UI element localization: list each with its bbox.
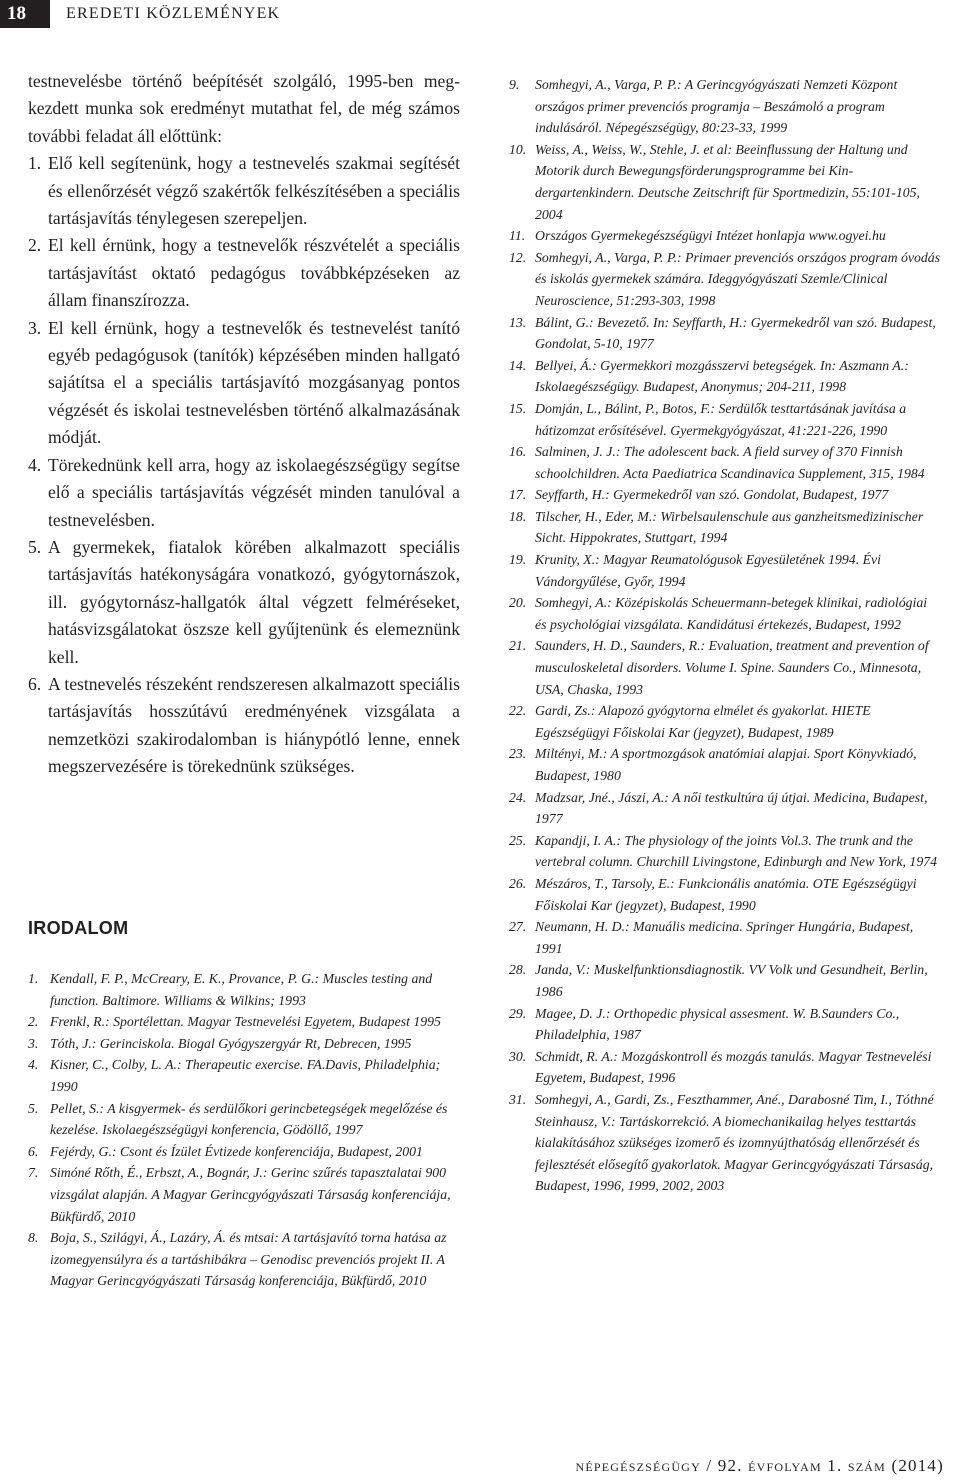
- reference-text: Weiss, A., Weiss, W., Stehle, J. et al: Beeinflussung der Haltung und Motorik durch Bewegungsförderungsprogramme bei Kindergartenkindern. Deutsche Zeitschrift für Sportmedizin, 55:101-105, 2004: [535, 141, 920, 222]
- running-head: EREDETI KÖZLEMÉNYEK: [66, 5, 281, 22]
- reference-number: 15.: [509, 400, 527, 416]
- body-list-text: El kell érnünk, hogy a testnevelők részvételét a speciális tartásjavítást oktató pedagógus továbbképzéseken az állam finanszírozza.: [48, 235, 460, 311]
- reference-item: [28, 1227, 460, 1292]
- references-list-right: [509, 74, 942, 1197]
- reference-item: [509, 484, 942, 506]
- reference-item: [509, 916, 942, 959]
- reference-item: [28, 1033, 460, 1055]
- reference-number: 10.: [509, 141, 527, 157]
- reference-item: [509, 312, 942, 355]
- body-list-text: Törekednünk kell arra, hogy az iskolaegészségügy segítse elő a speciális tartásjavítás végzését minden tanulóval a testnevelésben.: [48, 454, 460, 530]
- reference-number: 14.: [509, 357, 527, 373]
- left-column: [28, 68, 460, 1289]
- reference-item: [509, 506, 942, 549]
- reference-number: 31.: [509, 1091, 527, 1107]
- reference-text: Tóth, J.: Gerinciskola. Biogal Gyógyszergyár Rt, Debrecen, 1995: [50, 1035, 412, 1051]
- reference-number: 22.: [509, 703, 527, 719]
- reference-item: [509, 549, 942, 592]
- reference-text: Magee, D. J.: Orthopedic physical assesment. W. B.Saunders Co., Philadelphia, 1987: [535, 1005, 900, 1043]
- reference-number: 23.: [509, 746, 527, 762]
- reference-text: Krunity, X.: Magyar Reumatológusok Egyesületének 1994. Évi Vándorgyűlése, Győr, 1994: [535, 552, 881, 589]
- reference-text: Fejérdy, G.: Csont és Ízület Évtizede konferenciája, Budapest, 2001: [50, 1143, 423, 1159]
- reference-item: [509, 592, 942, 635]
- body-list-text: Elő kell segítenünk, hogy a testnevelés szakmai segítését és ellenőrzését végző szakértők felkészítésében a speciális tartásjavítás ténylegesen szerepeljen.: [48, 153, 460, 229]
- reference-text: Pellet, S.: A kisgyermek- és serdülőkori gerincbetegségek megelőzése és kezelése. Iskolaegészségügyi konferencia, Gödöllő, 1997: [50, 1100, 448, 1138]
- reference-number: 29.: [509, 1005, 527, 1021]
- reference-number: 17.: [509, 487, 527, 503]
- reference-item: [509, 873, 942, 916]
- page-header: [0, 0, 960, 28]
- reference-item: [509, 225, 942, 247]
- reference-number: 21.: [509, 638, 527, 654]
- reference-number: 28.: [509, 962, 527, 978]
- reference-item: [509, 635, 942, 700]
- reference-number: 4.: [28, 1057, 39, 1073]
- body-list-text: El kell érnünk, hogy a testnevelők és testnevelést tanító egyéb pedagógusok (tanítók) képzésében minden hallgató sajátítsa el a speciális tartásjavító mozgásanyag pontos végzését és iskolai testnevelésben történő alkalmazásának módját.: [48, 317, 460, 448]
- reference-text: Tilscher, H., Eder, M.: Wirbelsaulenschule aus ganzheitsmedizinischer Sicht. Hippokrates, Stuttgart, 1994: [535, 508, 924, 546]
- reference-number: 9.: [509, 77, 520, 92]
- reference-text: Schmidt, R. A.: Mozgáskontroll és mozgás tanulás. Magyar Testnevelési Egyetem, Budapest, 1996: [535, 1048, 932, 1086]
- reference-item: [509, 1003, 942, 1046]
- body-list-item: [28, 232, 460, 314]
- reference-text: Somhegyi, A., Varga, P. P.: A Gerincgyógyászati Nemzeti Központ országos primer prevenciós programja – Beszámoló a program indulásáról. Népegészségügy, 80:23-33, 1999: [535, 77, 898, 136]
- reference-item: [509, 959, 942, 1002]
- reference-item: [509, 139, 942, 225]
- body-intro: testnevelésbe történő beépítését szolgáló, 1995-ben megkezdett munka sok eredményt mutathat fel, de még számos további feladat áll előttünk:: [28, 71, 460, 146]
- reference-number: 12.: [509, 249, 527, 265]
- reference-item: [509, 830, 942, 873]
- reference-text: Seyffarth, H.: Gyermekedről van szó. Gondolat, Budapest, 1977: [535, 487, 889, 503]
- reference-number: 7.: [28, 1165, 39, 1181]
- reference-number: 19.: [509, 552, 527, 568]
- body-list-text: A gyermekek, fiatalok körében alkalmazott speciális tartásjavítás hatékonyságára vonatkozó, gyógytornászok, ill. gyógytornász-hallgatók által végzett felméréseket, hatásvizsgálatokat öszsze kell gyűjtenünk és elemeznünk kell.: [48, 536, 460, 667]
- reference-text: Somhegyi, A.: Középiskolás Scheuermann-betegek klinikai, radiológiai és psychológiai vizsgálata. Kandidátusi értekezés, Budapest, 1992: [535, 595, 928, 632]
- reference-text: Bellyei, Á.: Gyermekkori mozgásszervi betegségek. In: Aszmann A.: Iskolaegészségügy. Budapest, Anonymus; 204-211, 1998: [535, 357, 909, 395]
- body-list-item: [28, 671, 460, 781]
- reference-text: Neumann, H. D.: Manuális medicina. Springer Hungária, Budapest, 1991: [535, 919, 914, 956]
- reference-item: [28, 1011, 460, 1033]
- reference-text: Mészáros, T., Tarsoly, E.: Funkcionális anatómia. OTE Egészségügyi Főiskolai Kar (jegyzet), Budapest, 1990: [535, 875, 917, 913]
- reference-item: [509, 247, 942, 312]
- reference-text: Domján, L., Bálint, P., Botos, F.: Serdülők testtartásának javítása a hátizomzat erősítésével. Gyermekgyógyászat, 41:221-226, 1990: [535, 400, 907, 438]
- reference-item: [509, 700, 942, 743]
- reference-item: [509, 74, 942, 139]
- reference-number: 6.: [28, 1143, 39, 1159]
- reference-text: Kisner, C., Colby, L. A.: Therapeutic exercise. FA.Davis, Philadelphia; 1990: [50, 1057, 441, 1094]
- reference-number: 18.: [509, 508, 527, 524]
- reference-item: [509, 787, 942, 830]
- reference-text: Boja, S., Szilágyi, Á., Lazáry, Á. és mtsai: A tartásjavító torna hatása az izomegyensúlyra és a tartáshibákra – Genodisc prevenciós projekt II. A Magyar Gerincgyógyászati Társaság konferenciája, Bükfürdő, 2010: [50, 1230, 447, 1289]
- reference-item: [509, 441, 942, 484]
- reference-number: 2.: [28, 1014, 39, 1030]
- reference-number: 13.: [509, 314, 527, 330]
- page-number: 18: [0, 0, 50, 28]
- reference-text: Simóné Rőth, É., Erbszt, A., Bognár, J.: Gerinc szűrés tapasztalatai 900 vizsgálat alapján. A Magyar Gerincgyógyászati Társaság konferenciája, Bükfürdő, 2010: [50, 1165, 451, 1224]
- reference-item: [509, 398, 942, 441]
- reference-text: Kendall, F. P., McCreary, E. K., Provance, P. G.: Muscles testing and function. Baltimore. Williams & Wilkins; 1993: [50, 971, 433, 1008]
- reference-text: Somhegyi, A., Varga, P. P.: Primaer prevenciós országos program óvodás és iskolás gyermekek számára. Ideggyógyászati Szemle/Clinical Neuroscience, 51:293-303, 1998: [535, 249, 941, 308]
- reference-text: Salminen, J. J.: The adolescent back. A field survey of 370 Finnish schoolchildren. Acta Paediatrica Scandinavica Supplement, 315, 1984: [535, 444, 925, 481]
- reference-number: 26.: [509, 875, 527, 891]
- body-list-item: [28, 315, 460, 452]
- reference-number: 30.: [509, 1048, 527, 1064]
- reference-text: Gardi, Zs.: Alapozó gyógytorna elmélet és gyakorlat. HIETE Egészségügyi Főiskolai Kar (jegyzet), Budapest, 1989: [535, 703, 871, 740]
- reference-item: [28, 1054, 460, 1097]
- reference-text: Janda, V.: Muskelfunktionsdiagnostik. VV Volk und Gesundheit, Berlin, 1986: [535, 962, 928, 999]
- reference-text: Madzsar, Jné., Jászi, A.: A női testkultúra új útjai. Medicina, Budapest, 1977: [535, 789, 928, 827]
- reference-text: Bálint, G.: Bevezető. In: Seyffarth, H.: Gyermekedről van szó. Budapest, Gondolat, 5-10, 1977: [535, 314, 936, 352]
- body-list: [28, 150, 460, 780]
- reference-number: 25.: [509, 832, 527, 848]
- reference-item: [28, 1162, 460, 1227]
- reference-item: [28, 1141, 460, 1163]
- reference-number: 16.: [509, 444, 527, 460]
- reference-number: 27.: [509, 919, 527, 935]
- reference-text: Miltényi, M.: A sportmozgások anatómiai alapjai. Sport Könyvkiadó, Budapest, 1980: [535, 746, 917, 783]
- reference-number: 11.: [509, 228, 526, 244]
- reference-text: Kapandji, I. A.: The physiology of the joints Vol.3. The trunk and the vertebral column. Churchill Livingstone, Edinburgh and New York, 1974: [535, 832, 938, 870]
- journal-footer: népegészségügy / 92. évfolyam 1. szám (2014): [575, 1456, 944, 1475]
- body-list-item: [28, 452, 460, 534]
- reference-text: Országos Gyermekegészségügyi Intézet honlapja www.ogyei.hu: [535, 228, 886, 244]
- references-heading: IRODALOM: [28, 918, 129, 938]
- reference-item: [509, 355, 942, 398]
- body-list-text: A testnevelés részeként rendszeresen alkalmazott speciális tartásjavítás hosszútávú eredményének vizsgálata a nemzetközi szakirodalomban is hiánypótló lenne, ennek megszervezésére is törekednünk szükséges.: [48, 673, 460, 777]
- reference-item: [509, 743, 942, 786]
- reference-number: 8.: [28, 1230, 39, 1246]
- reference-text: Saunders, H. D., Saunders, R.: Evaluation, treatment and prevention of musculoskeletal disorders. Volume I. Spine. Saunders Co., Minnesota, USA, Chaska, 1993: [535, 638, 929, 697]
- reference-item: [28, 968, 460, 1011]
- reference-item: [28, 1098, 460, 1141]
- reference-number: 5.: [28, 1100, 39, 1116]
- body-list-item: [28, 534, 460, 671]
- body-list-item: [28, 150, 460, 232]
- body-list-number: 2.: [28, 235, 42, 256]
- body-list-number: 6.: [28, 673, 42, 694]
- reference-text: Frenkl, R.: Sportélettan. Magyar Testnevelési Egyetem, Budapest 1995: [50, 1014, 441, 1030]
- reference-text: Somhegyi, A., Gardi, Zs., Feszthammer, Ané., Darabosné Tim, I., Tóthné Steinhausz, V.: Tartáskorrekció. A biomechanikailag helyes testtartás kialakításához szükséges izomerő és izomnyújthatóság ellenőrzését és fejlesztését elősegítő gyakorlatok. Magyar Gerincgyógyászati Társaság, Budapest, 1996, 1999, 2002, 2003: [535, 1091, 934, 1194]
- right-column: [509, 74, 942, 1197]
- reference-number: 24.: [509, 789, 527, 805]
- reference-number: 3.: [28, 1035, 39, 1051]
- body-list-number: 1.: [28, 153, 42, 174]
- reference-item: [509, 1046, 942, 1089]
- references-list-left: [28, 968, 460, 1292]
- body-list-number: 3.: [28, 317, 42, 338]
- reference-item: [509, 1089, 942, 1197]
- reference-number: 1.: [28, 971, 39, 986]
- reference-number: 20.: [509, 595, 527, 611]
- body-list-number: 4.: [28, 454, 42, 475]
- body-list-number: 5.: [28, 536, 42, 557]
